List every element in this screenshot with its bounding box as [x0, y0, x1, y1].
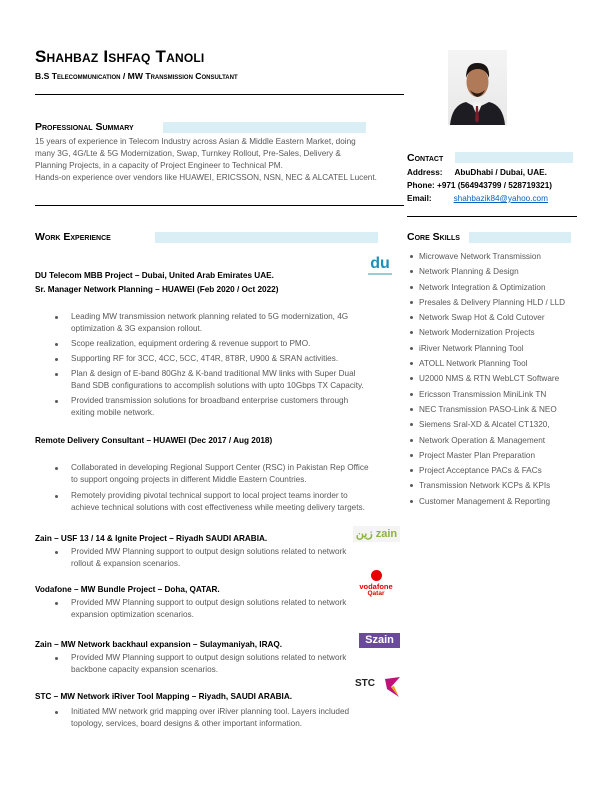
job-entry	[35, 583, 346, 621]
skill-item: Presales & Delivery Planning HLD / LLD	[408, 295, 565, 310]
bullet: Initiated MW network grid mapping over iRiver planning tool. Layers included topology, services, board designs & other important information.	[35, 706, 349, 730]
skill-item: Transmission Network KCPs & KPIs	[408, 478, 565, 493]
email-link[interactable]: shahbazik84@yahoo.com	[453, 194, 548, 203]
heading-shade	[163, 122, 366, 133]
job-project: DU Telecom MBB Project – Dubai, United Arab Emirates UAE.	[35, 271, 274, 280]
stc-logo: STC	[355, 676, 400, 698]
zain-iraq-logo: Szain	[359, 633, 400, 648]
summary-line: many 3G, 4G/Lte & 5G Modernization, Swap, Turnkey Rollout, Pre-Sales, Delivery &	[35, 149, 341, 158]
job-entry	[35, 690, 349, 730]
profile-photo	[448, 50, 507, 125]
heading-shade	[469, 232, 571, 243]
job-entry	[35, 269, 364, 419]
job-role: Sr. Manager Network Planning – HUAWEI (Feb 2020 / Oct 2022)	[35, 284, 279, 294]
contact-block	[407, 166, 552, 205]
skill-item: U2000 NMS & RTN WebLCT Software	[408, 371, 565, 386]
skill-item: Siemens Sral-XD & Alcatel CT1320,	[408, 417, 565, 432]
bullet: Provided MW Planning support to output design solutions related to network backbone capacity expansion scenarios.	[35, 652, 346, 676]
skill-item: Customer Management & Reporting	[408, 494, 565, 509]
divider	[407, 216, 577, 217]
candidate-title: B.S Telecommunication / MW Transmission Consultant	[35, 71, 238, 81]
summary-line: Planning Projects, in a capacity of Project Engineer to Technical PM.	[35, 161, 283, 170]
skill-item: ATOLL Network Planning Tool	[408, 356, 565, 371]
skill-item: Project Acceptance PACs & FACs	[408, 463, 565, 478]
heading-shade	[155, 232, 378, 243]
skill-item: Ericsson Transmission MiniLink TN	[408, 387, 565, 402]
vodafone-logo: vodafone Qatar	[352, 570, 400, 596]
skill-item: iRiver Network Planning Tool	[408, 341, 565, 356]
job-bullets	[35, 706, 349, 730]
skill-item: Network Swap Hot & Cold Cutover	[408, 310, 565, 325]
skill-item: Network Operation & Management	[408, 433, 565, 448]
bullet: Provided MW Planning support to output design solutions related to network expansion optimization scenarios.	[35, 597, 346, 621]
zain-logo: زين zain	[353, 526, 400, 542]
skills-heading: Core Skills	[407, 231, 460, 243]
job-bullets	[35, 652, 346, 676]
job-bullets	[35, 311, 364, 419]
skill-item: NEC Transmission PASO-Link & NEO	[408, 402, 565, 417]
skill-item: Microwave Network Transmission	[408, 249, 565, 264]
bullet: Collaborated in developing Regional Support Center (RSC) in Pakistan Rep Office to support ongoing projects in different Middle Eastern Countries.	[35, 462, 369, 486]
summary-line: 15 years of experience in Telecom Industry across Asian & Middle Eastern Market, doing	[35, 137, 356, 146]
job-project: Zain – USF 13 / 14 & Ignite Project – Riyadh SAUDI ARABIA.	[35, 534, 268, 543]
bullet: Plan & design of E-band 80Ghz & K-band traditional MW links with Super Dual Band SDB configurations to accomplish solutions with upto 10Gbps TX Capacity.	[35, 368, 364, 392]
phone-label: Phone:	[407, 181, 435, 190]
bullet: Remotely providing pivotal technical support to local project teams inorder to achieve technical solutions with cost effectiveness while meeting delivery targets.	[35, 490, 369, 514]
du-logo: du	[362, 256, 398, 278]
summary-line: Hands-on experience over vendors like HUAWEI, ERICSSON, NSN, NEC & ALCATEL Lucent.	[35, 173, 377, 182]
job-project: Zain – MW Network backhaul expansion – Sulaymaniyah, IRAQ.	[35, 640, 283, 649]
summary-text	[35, 136, 377, 184]
job-entry	[35, 532, 346, 570]
skill-item: Network Integration & Optimization	[408, 280, 565, 295]
work-heading: Work Experience	[35, 231, 111, 243]
divider	[35, 205, 404, 206]
job-bullets	[35, 462, 369, 514]
job-role: Remote Delivery Consultant – HUAWEI (Dec 2017 / Aug 2018)	[35, 436, 273, 445]
bullet: Provided transmission solutions for broadband enterprise customers through exiting mobile network.	[35, 395, 364, 419]
summary-heading: Professional Summary	[35, 121, 134, 133]
heading-shade	[455, 152, 573, 163]
address-value: AbuDhabi / Dubai, UAE.	[454, 168, 547, 177]
divider	[35, 94, 404, 95]
job-entry	[35, 638, 346, 676]
email-label: Email:	[407, 194, 432, 203]
address-label: Address:	[407, 168, 443, 177]
skill-item: Network Modernization Projects	[408, 325, 565, 340]
job-entry	[35, 434, 369, 514]
bullet: Scope realization, equipment ordering & revenue support to PMO.	[35, 338, 364, 350]
bullet: Provided MW Planning support to output design solutions related to network rollout & expansion scenarios.	[35, 546, 346, 570]
bullet: Leading MW transmission network planning related to 5G modernization, 4G optimization & 3G expansion rollout.	[35, 311, 364, 335]
job-bullets	[35, 546, 346, 570]
job-project: Vodafone – MW Bundle Project – Doha, QATAR.	[35, 585, 220, 594]
phone-value: +971 (564943799 / 528719321)	[437, 181, 552, 190]
candidate-name: Shahbaz Ishfaq Tanoli	[35, 47, 205, 66]
bullet: Supporting RF for 3CC, 4CC, 5CC, 4T4R, 8T8R, U900 & SRAN activities.	[35, 353, 364, 365]
skills-list	[408, 249, 565, 509]
skill-item: Network Planning & Design	[408, 264, 565, 279]
skill-item: Project Master Plan Preparation	[408, 448, 565, 463]
job-project: STC – MW Network iRiver Tool Mapping – Riyadh, SAUDI ARABIA.	[35, 692, 293, 701]
job-bullets	[35, 597, 346, 621]
contact-heading: Contact	[407, 152, 444, 164]
